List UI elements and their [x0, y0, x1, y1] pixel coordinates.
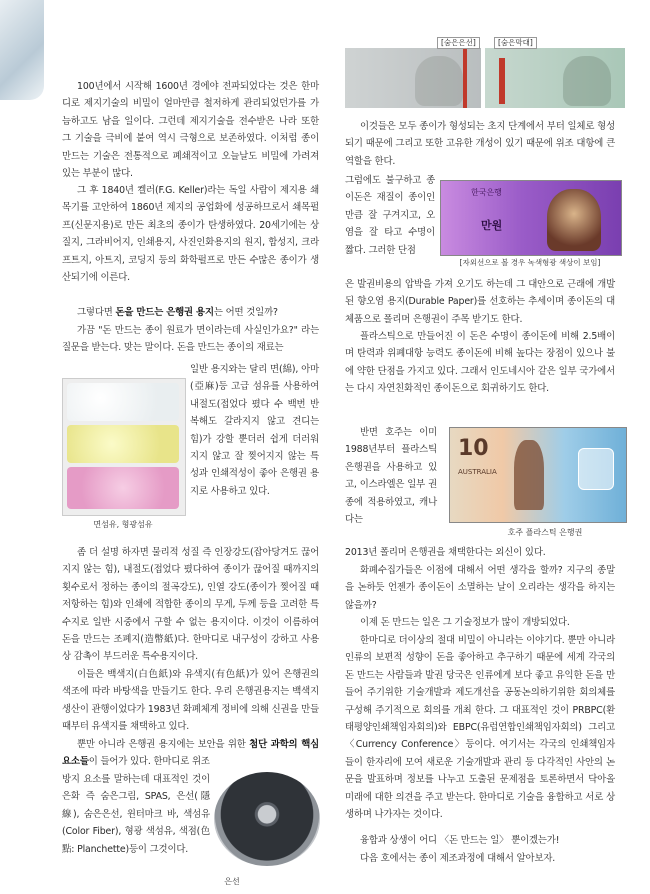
left-paragraph-5: 좀 더 설명 하자면 물리적 성질 즉 인장강도(잡아당겨도 끊어지지 않는 힘), 내절도(접었다 폈다하여 종이가 끊어질 때까지의 횟수로서 정하는 종이의 절곡강도), 인열 강도(종이가 찢어질 때 저항하는 힘)와 인쇄에 적합한 종이의 무게, 두께 등을 고려한 특수지로 일반 시중에서 구할 수 없는 용지이다. 이것이 이름하여 돈을 만드는 조폐지(造幣紙)다. 한마디로 내구성이 강하고 사용상 감촉이 부드러운 특수용지이다. [62, 547, 319, 663]
aus-note-value: 10 [458, 436, 489, 461]
left-paragraph-7: 뿐만 아니라 은행권 용지에는 보안을 위한 첨단 과학의 핵심 요소들이 들어가 있다. 한마디로 위조 [62, 739, 320, 768]
left-paragraph-7b: 방지 요소를 말하는데 대표적인 것이 은화 즉 숨은그림, SPAS, 은선(隱線), 숨은은선, 윈터마크 바, 색섬유(Color Fiber), 형광 색섬유, 색점(色點: Planchette)등이 그것이다. [62, 774, 210, 855]
security-thread-spool-image [212, 762, 324, 874]
banknote-issuer-text: 한국은행 [471, 188, 502, 197]
right-paragraph-2a: 그럼에도 불구하고 종이돈은 재질이 종이인 만큼 잘 구겨지고, 오염을 잘 타고 수명이 짧다. 그러한 단점 [345, 175, 435, 256]
right-paragraph-4b: 2013년 폴리머 은행권을 채택한다는 외신이 있다. [345, 547, 546, 558]
right-paragraph-7: 한마디로 더이상의 절대 비밀이 아니라는 이야기다. 뿐만 아니라 인류의 보편적 성향이 돈을 좋아하고 추구하기 때문에 세계 각국의 돈 만드는 사람들과 발권 당국은 인류에게 보다 좋고 유익한 돈을 만들어 주기위한 기술개발과 제도개선을 공동논의하기위한 회의체를 구성해 주기적으로 회의를 개최 한다. 그 대표적인 것이 PRBPC(환태평양인쇄책임자회의)와 EBPC(유럽연합인쇄책임자회의) 그리고 〈Currency Conference〉등이다. 여기서는 각국의 인쇄책임자 들이 한자리에 모여 새로운 기술개발과 관리 등 다각적인 사안의 논문을 발표하며 정보를 나누고 도출된 문제점을 토론하면서 닥아올 미래에 대한 의견을 주고 받는다. 한마디로 기술을 융합하고 서로 상생하며 나가자는 것이다. [345, 635, 615, 821]
bold-phrase-core-elements: 첨단 과학의 핵심 요소들 [62, 739, 320, 768]
hidden-thread-label: [숨은은선] [437, 37, 480, 49]
aus-note-country: AUSTRALIA [458, 468, 497, 476]
right-paragraph-1: 이것들은 모두 종이가 형성되는 초지 단계에서 부터 일체로 형성되기 때문에 그리고 또한 고유한 개성이 있기 때문에 위조 대항에 큰 역할을 한다. [345, 121, 615, 167]
hidden-bar-label: [숨은막대] [494, 37, 537, 49]
right-paragraph-6: 이제 돈 만드는 일은 그 기술정보가 많이 개방되었다. [360, 617, 570, 628]
australian-polymer-note-image [449, 427, 627, 523]
bold-phrase-banknote-paper: 돈을 만드는 은행권 용지 [115, 307, 214, 318]
right-paragraph-4a: 반면 호주는 이미 1988년부터 플라스틱 은행권을 사용하고 있고, 이스라엘은 일부 권종에 적용하였고, 캐나다는 [345, 427, 437, 526]
aus-caption: 호주 플라스틱 은행권 [507, 528, 583, 537]
fiber-samples-image [62, 378, 186, 516]
corner-decoration-image [0, 0, 44, 100]
banknote-value-text: 만원 [481, 219, 503, 232]
left-paragraph-4a: 가끔 "돈 만드는 종이 원료가 면이라는데 사실인가요?" 라는 질문을 받는다. 맞는 말이다. 돈을 만드는 종이의 재료는 [62, 325, 319, 354]
left-paragraph-2: 그 후 1840년 켈러(F.G. Keller)라는 독일 사람이 제지용 쇄목기를 고안하여 1860년 제지의 공업화에 성공하므로서 쇄목펄프(신문지용)로 만든 최초의 종이가 탄생하였다. 20세기에는 상질지, 그라비어지, 인쇄용지, 사진인화용지의 원지, 합성지, 크라프트지, 아트지, 코딩지 등의 화학펄프로 만든 수많은 종이가 생산되기에 이른다. [62, 185, 319, 284]
uv-banknote-image [440, 180, 622, 256]
spool-caption: 은선 [224, 877, 240, 886]
right-paragraph-5: 화폐수집가들은 이점에 대해서 어떤 생각을 할까? 지구의 종말을 논하듯 언젠가 종이돈이 소멸하는 날이 오리라는 생각을 하지는 않을까? [345, 565, 615, 611]
left-paragraph-1: 100년에서 시작해 1600년 경에야 전파되었다는 것은 한마디로 제지기술의 비밀이 얼마만큼 철저하게 관리되었던가를 가늠하고도 남을 일이다. 그런데 제지기술을 전수받은 나라 또한 그 기술을 극비에 붙여 역시 극형으로 보존하였다. 이처럼 종이 만드는 기술은 전통적으로 폐쇄적이고 오늘날도 비밀에 가려져 있는 부분이 많다. [62, 81, 319, 180]
right-paragraph-8: 융합과 상생이 어디 〈돈 만드는 일〉 뿐이겠는가! [360, 835, 560, 846]
right-paragraph-9: 다음 호에서는 종이 제조과정에 대해서 알아보자. [360, 853, 556, 864]
left-paragraph-3: 그렇다면 돈을 만드는 은행권 용지는 어떤 것일까? [77, 307, 278, 318]
fiber-caption: 면섬유, 형광섬유 [93, 520, 153, 529]
right-paragraph-2b: 은 발권비용의 압박을 가져 오기도 하는데 그 대안으로 근래에 개발된 향오염 용지(Durable Paper)를 선호하는 추세이며 종이돈의 대체품으로 폴리머 은행권이 주목 받기도 한다. [345, 279, 615, 325]
watermark-images [345, 48, 625, 108]
uv-caption: [자외선으로 볼 경우 녹색형광 색상이 보임] [459, 258, 601, 267]
right-paragraph-3: 플라스틱으로 만들어진 이 돈은 수명이 종이돈에 비해 2.5배이며 탄력과 위폐대항 능력도 종이돈에 비해 높다는 장점이 있으나 불에 약한 단점을 가지고 있다. 그래서 인도네시아 같은 일부 국가에서는 다시 자연친화적인 종이돈으로 회귀하기도 한다. [345, 331, 615, 395]
left-paragraph-4b: 일반 용지와는 달리 면(綿), 아마(亞麻)등 고급 섬유를 사용하여 내절도(접었다 폈다 수 백번 반복해도 갈라지지 않고 견디는 힘)가 강할 뿐더러 쉽게 더러워지지 않고 잘 찢어지지 않는 특성과 인쇄적성이 좋아 은행권 용지로 사용하고 있다. [190, 364, 319, 497]
left-paragraph-6: 이들은 백색지(白色紙)와 유색지(有色紙)가 있어 은행권의 색조에 따라 바탕색을 만들기도 한다. 우리 은행권용지는 백색지 생산이 관행이었다가 1983년 화폐체계 정비에 의해 신권을 만들 때부터 유색지를 채택하고 있다. [62, 669, 319, 733]
